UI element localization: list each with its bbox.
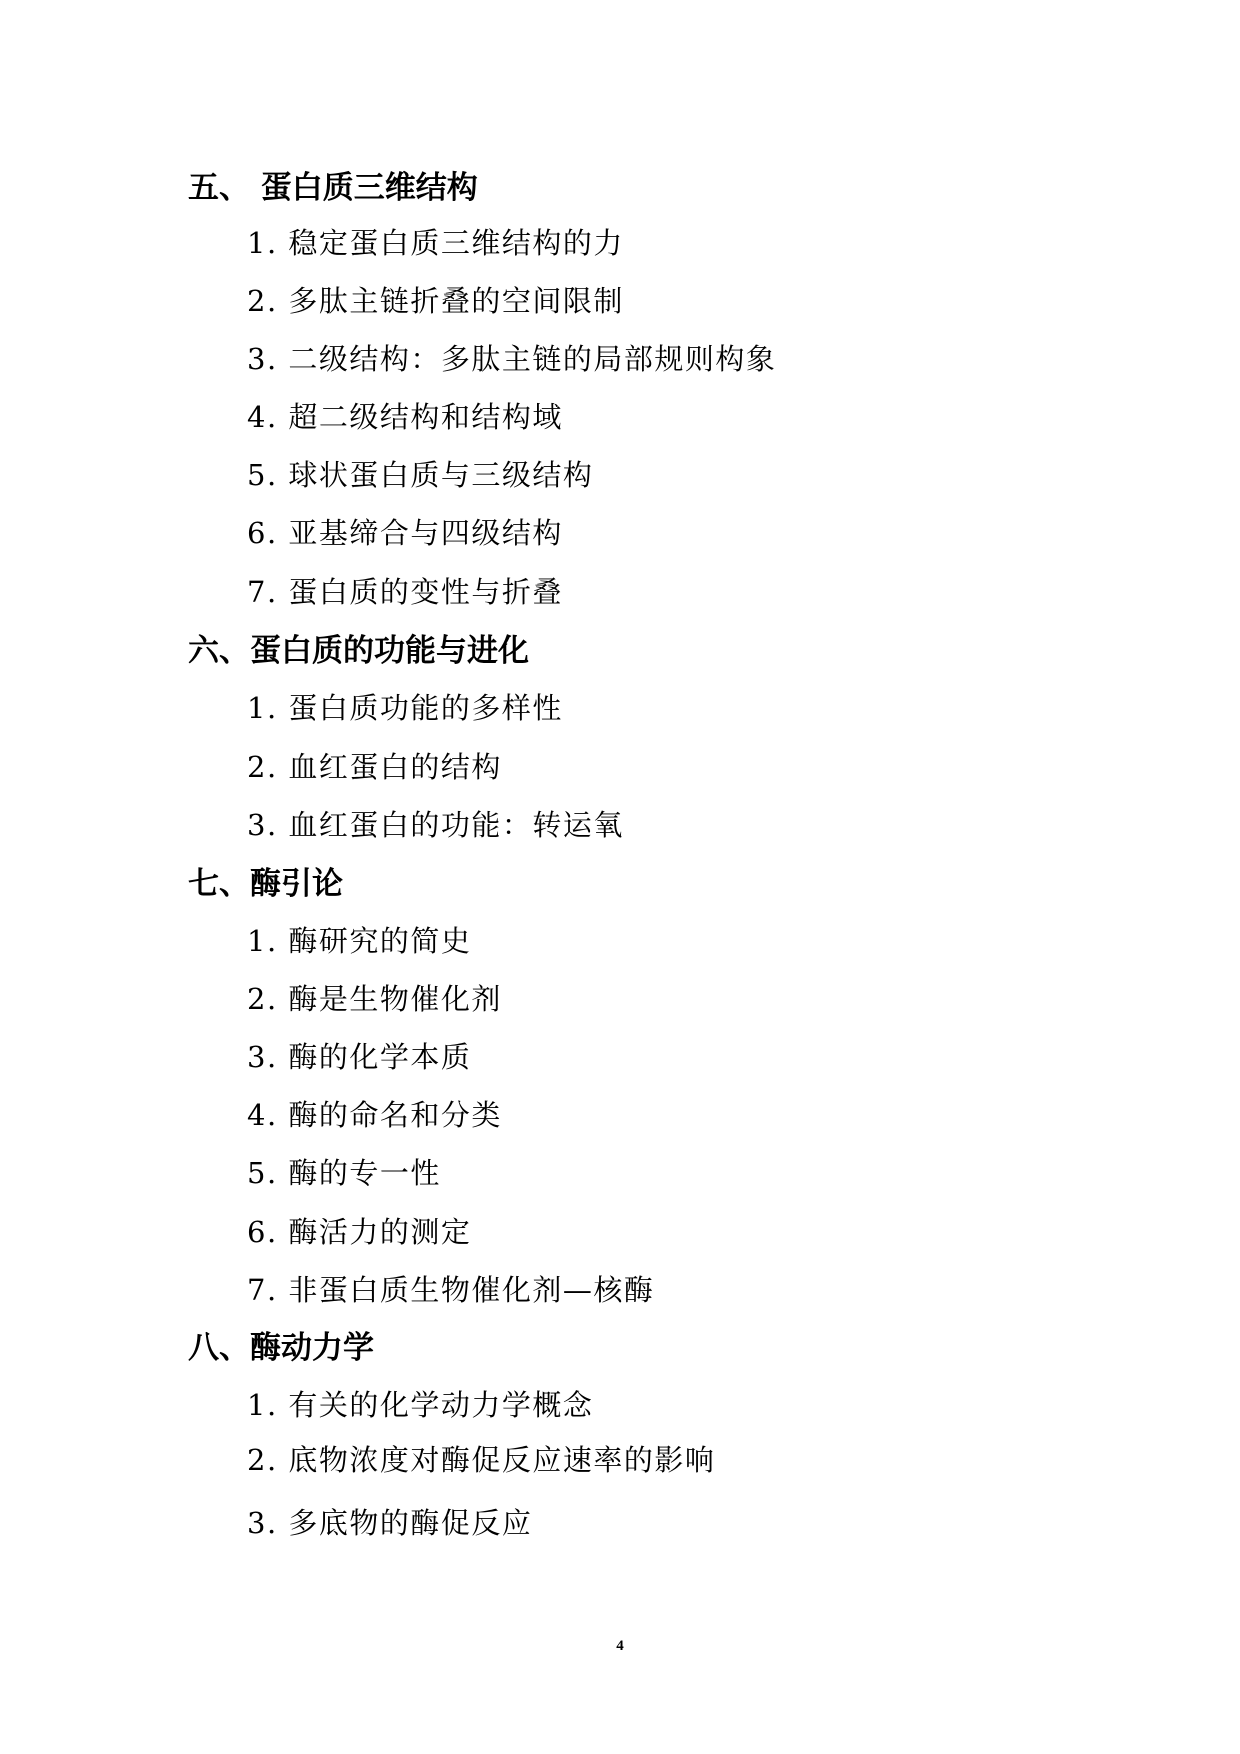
section-7-item-6: 6. 酶活力的测定 [247,1215,472,1249]
section-5-item-1: 1. 稳定蛋白质三维结构的力 [247,226,624,260]
page-number: 4 [616,1638,624,1654]
section-8-item-3: 3. 多底物的酶促反应 [247,1506,533,1540]
section-6-item-3: 3. 血红蛋白的功能：转运氧 [247,808,624,842]
section-5-item-3: 3. 二级结构：多肽主链的局部规则构象 [247,342,777,376]
section-8-item-2: 2. 底物浓度对酶促反应速率的影响 [247,1443,716,1477]
section-heading-5: 五、 蛋白质三维结构 [188,170,478,206]
section-heading-7: 七、酶引论 [188,866,343,902]
section-5-item-7: 7. 蛋白质的变性与折叠 [247,575,563,609]
section-5-item-2: 2. 多肽主链折叠的空间限制 [247,284,624,318]
section-5-item-5: 5. 球状蛋白质与三级结构 [247,458,594,492]
section-7-item-2: 2. 酶是生物催化剂 [247,982,502,1016]
section-heading-6: 六、蛋白质的功能与进化 [188,633,529,669]
section-6-item-1: 1. 蛋白质功能的多样性 [247,691,563,725]
section-7-item-4: 4. 酶的命名和分类 [247,1098,502,1132]
section-7-item-3: 3. 酶的化学本质 [247,1040,472,1074]
section-7-item-5: 5. 酶的专一性 [247,1156,441,1190]
section-6-item-2: 2. 血红蛋白的结构 [247,750,502,784]
section-7-item-7: 7. 非蛋白质生物催化剂—核酶 [247,1273,655,1307]
section-heading-8: 八、酶动力学 [188,1330,374,1366]
section-7-item-1: 1. 酶研究的简史 [247,924,472,958]
section-8-item-1: 1. 有关的化学动力学概念 [247,1388,594,1422]
section-5-item-4: 4. 超二级结构和结构域 [247,400,563,434]
section-5-item-6: 6. 亚基缔合与四级结构 [247,516,563,550]
